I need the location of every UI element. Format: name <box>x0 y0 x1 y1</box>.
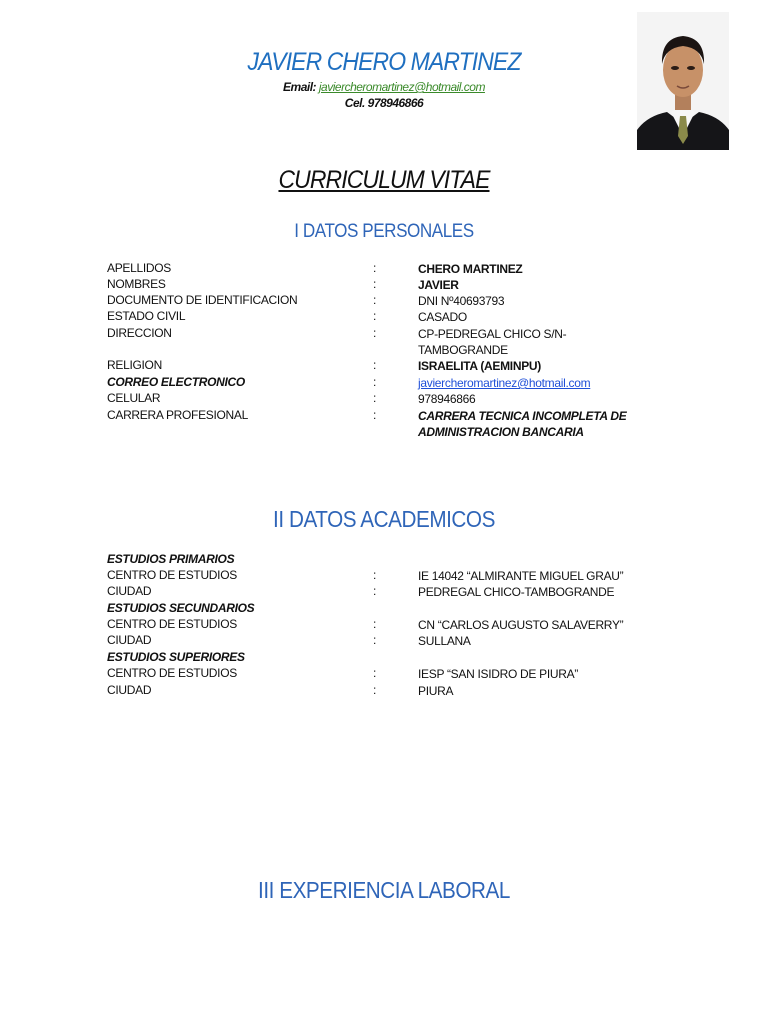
row-colon: : <box>373 293 377 307</box>
personal-row-religion <box>0 358 768 374</box>
row-value: IESP “SAN ISIDRO DE PIURA” <box>418 667 579 681</box>
personal-row-carrera <box>0 408 768 439</box>
row-label: DOCUMENTO DE IDENTIFICACION <box>107 293 298 307</box>
row-colon: : <box>373 326 377 340</box>
row-label: CENTRO DE ESTUDIOS <box>107 666 237 680</box>
secondary-studies-heading: ESTUDIOS SECUNDARIOS <box>107 601 255 615</box>
row-value: 978946866 <box>418 392 476 406</box>
row-value: CARRERA TECNICA INCOMPLETA DE ADMINISTRACION BANCARIA <box>418 409 627 439</box>
row-value: CN “CARLOS AUGUSTO SALAVERRY” <box>418 618 624 632</box>
row-label: APELLIDOS <box>107 261 171 275</box>
row-value: JAVIER <box>418 278 459 292</box>
row-colon: : <box>373 683 377 697</box>
cel-line: Cel. 978946866 <box>344 96 424 110</box>
row-label: CELULAR <box>107 391 161 405</box>
primary-studies-heading: ESTUDIOS PRIMARIOS <box>107 552 235 566</box>
primary-center-row <box>0 568 768 584</box>
row-value: CP-PEDREGAL CHICO S/N-TAMBOGRANDE <box>418 327 567 357</box>
row-colon: : <box>373 584 377 598</box>
row-colon: : <box>373 375 377 389</box>
personal-email-link[interactable]: javiercheromartinez@hotmail.com <box>418 376 591 390</box>
personal-row-apellidos <box>0 261 768 277</box>
row-label: RELIGION <box>107 358 162 372</box>
row-label: CORREO ELECTRONICO <box>107 375 245 389</box>
higher-city-row <box>0 683 768 699</box>
higher-studies-heading: ESTUDIOS SUPERIORES <box>107 650 245 664</box>
row-value: CASADO <box>418 310 467 324</box>
row-colon: : <box>373 633 377 647</box>
primary-city-row <box>0 584 768 600</box>
row-label: CENTRO DE ESTUDIOS <box>107 617 237 631</box>
row-label: CIUDAD <box>107 633 152 647</box>
personal-row-direccion <box>0 326 768 357</box>
row-label: NOMBRES <box>107 277 166 291</box>
row-colon: : <box>373 617 377 631</box>
email-label: Email: <box>283 80 319 94</box>
row-colon: : <box>373 408 377 422</box>
row-label: DIRECCION <box>107 326 172 340</box>
personal-row-correo <box>0 375 768 391</box>
row-label: ESTADO CIVIL <box>107 309 186 323</box>
row-colon: : <box>373 309 377 323</box>
row-colon: : <box>373 568 377 582</box>
row-label: CENTRO DE ESTUDIOS <box>107 568 237 582</box>
row-colon: : <box>373 358 377 372</box>
higher-center-row <box>0 666 768 682</box>
personal-row-documento <box>0 293 768 309</box>
personal-row-nombres <box>0 277 768 293</box>
row-value: SULLANA <box>418 634 471 648</box>
personal-row-celular <box>0 391 768 407</box>
row-label: CIUDAD <box>107 584 152 598</box>
row-colon: : <box>373 261 377 275</box>
personal-row-estado-civil <box>0 309 768 325</box>
section-experience-heading: III EXPERIENCIA LABORAL <box>258 877 510 903</box>
row-colon: : <box>373 391 377 405</box>
applicant-name: JAVIER CHERO MARTINEZ <box>247 48 521 76</box>
secondary-city-row <box>0 633 768 649</box>
profile-photo <box>637 12 729 150</box>
secondary-center-row <box>0 617 768 633</box>
header-email-link[interactable]: javiercheromartinez@hotmail.com <box>318 80 485 94</box>
row-label: CARRERA PROFESIONAL <box>107 408 249 422</box>
row-value: IE 14042 “ALMIRANTE MIGUEL GRAU” <box>418 569 624 583</box>
row-value: ISRAELITA (AEMINPU) <box>418 359 541 373</box>
row-value: CHERO MARTINEZ <box>418 262 523 276</box>
row-value: DNI Nº40693793 <box>418 294 505 308</box>
row-colon: : <box>373 277 377 291</box>
row-colon: : <box>373 666 377 680</box>
row-label: CIUDAD <box>107 683 152 697</box>
section-personal-heading: I DATOS PERSONALES <box>294 221 474 242</box>
row-value: PEDREGAL CHICO-TAMBOGRANDE <box>418 585 615 599</box>
section-academic-heading: II DATOS ACADEMICOS <box>273 506 495 532</box>
row-value: PIURA <box>418 684 454 698</box>
document-title: CURRICULUM VITAE <box>278 166 490 194</box>
